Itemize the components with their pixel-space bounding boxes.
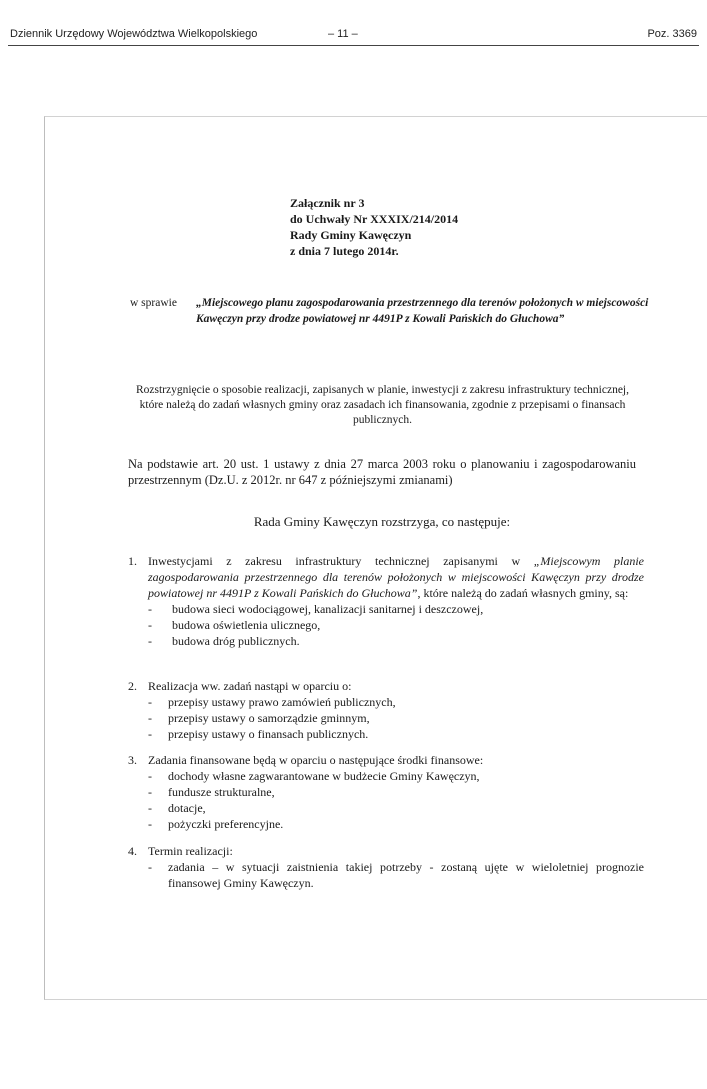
page-number: – 11 – — [328, 28, 358, 40]
list-item: - dotacje, — [148, 801, 206, 815]
page-header — [0, 0, 707, 46]
list-item: - fundusze strukturalne, — [148, 785, 275, 799]
subject-lead: w sprawie — [130, 297, 177, 309]
investment-list — [148, 601, 644, 649]
section-number: 1. — [128, 554, 137, 568]
section-1 — [128, 553, 644, 649]
list-item: - przepisy ustawy o finansach publicznych. — [148, 727, 369, 741]
section-text: Zadania finansowane będą w oparciu o następujące środki finansowe: — [148, 753, 484, 767]
section-4 — [128, 843, 644, 891]
list-item: - dochody własne zagwarantowane w budżecie Gminy Kawęczyn, — [148, 769, 480, 783]
legal-basis: Na podstawie art. 20 ust. 1 ustawy z dnia 27 marca 2003 roku o planowaniu i zagospodarowaniu przestrzennym (Dz.U. z 2012r. nr 647 z późniejszymi zmianami) — [128, 457, 636, 487]
header-rule — [8, 45, 699, 46]
funding-list — [148, 768, 644, 832]
section-text: Termin realizacji: — [148, 844, 233, 858]
subject-block — [130, 296, 650, 327]
plan-title: „Miejscowym planie zagospodarowania przestrzennego dla terenów położonych w miejscowości Kawęczyn przy drodze powiatowej nr 4491P z Kowali Pańskich do Głuchowa” — [148, 554, 644, 600]
annex-title: Załącznik nr 3 — [290, 196, 365, 210]
subject-text: „Miejscowego planu zagospodarowania przestrzennego dla terenów położonych w miejscowości Kawęczyn przy drodze powiatowej nr 4491P z Kowali Pańskich do Głuchowa” — [196, 297, 649, 325]
list-item: - zadania – w sytuacji zaistnienia takiej potrzeby - zostaną ujęte w wieloletniej prognozie finansowej Gminy Kawęczyn. — [148, 860, 644, 890]
annex-heading — [290, 195, 458, 259]
list-item: - budowa oświetlenia ulicznego, — [148, 618, 321, 632]
section-text: Realizacja ww. zadań nastąpi w oparciu o: — [148, 679, 352, 693]
annex-date: z dnia 7 lutego 2014r. — [290, 244, 399, 258]
resolution-statement: Rada Gminy Kawęczyn rozstrzyga, co następuje: — [253, 514, 511, 529]
list-item: - budowa sieci wodociągowej, kanalizacji sanitarnej i deszczowej, — [148, 602, 484, 616]
intro-paragraph: Rozstrzygnięcie o sposobie realizacji, zapisanych w planie, inwestycji z zakresu infrastruktury technicznej, które należą do zadań własnych gminy oraz zasadach ich finansowania, zgodnie z przepisami o finansach publicznych. — [135, 384, 630, 426]
annex-resolution: do Uchwały Nr XXXIX/214/2014 — [290, 212, 459, 226]
annex-council: Rady Gminy Kawęczyn — [290, 228, 412, 242]
section-number: 3. — [128, 753, 137, 767]
section-2 — [128, 678, 644, 742]
section-3 — [128, 752, 644, 832]
list-item: - pożyczki preferencyjne. — [148, 817, 284, 831]
list-item: - przepisy ustawy prawo zamówień publicznych, — [148, 695, 396, 709]
section-number: 2. — [128, 679, 137, 693]
journal-title: Dziennik Urzędowy Województwa Wielkopolskiego — [10, 28, 258, 40]
schedule-list — [148, 859, 644, 891]
regulation-list — [148, 694, 644, 742]
section-number: 4. — [128, 844, 137, 858]
section-text: Inwestycjami z zakresu infrastruktury technicznej zapisanymi w „Miejscowym planie zagospodarowania przestrzennego dla terenów położonych w miejscowości Kawęczyn przy drodze powiatowej nr 4491P z Kowali Pańskich do Głuchowa”, które należą do zadań własnych gminy, są: — [148, 554, 644, 600]
list-item: - budowa dróg publicznych. — [148, 634, 300, 648]
position-number: Poz. 3369 — [647, 28, 697, 40]
list-item: - przepisy ustawy o samorządzie gminnym, — [148, 711, 370, 725]
